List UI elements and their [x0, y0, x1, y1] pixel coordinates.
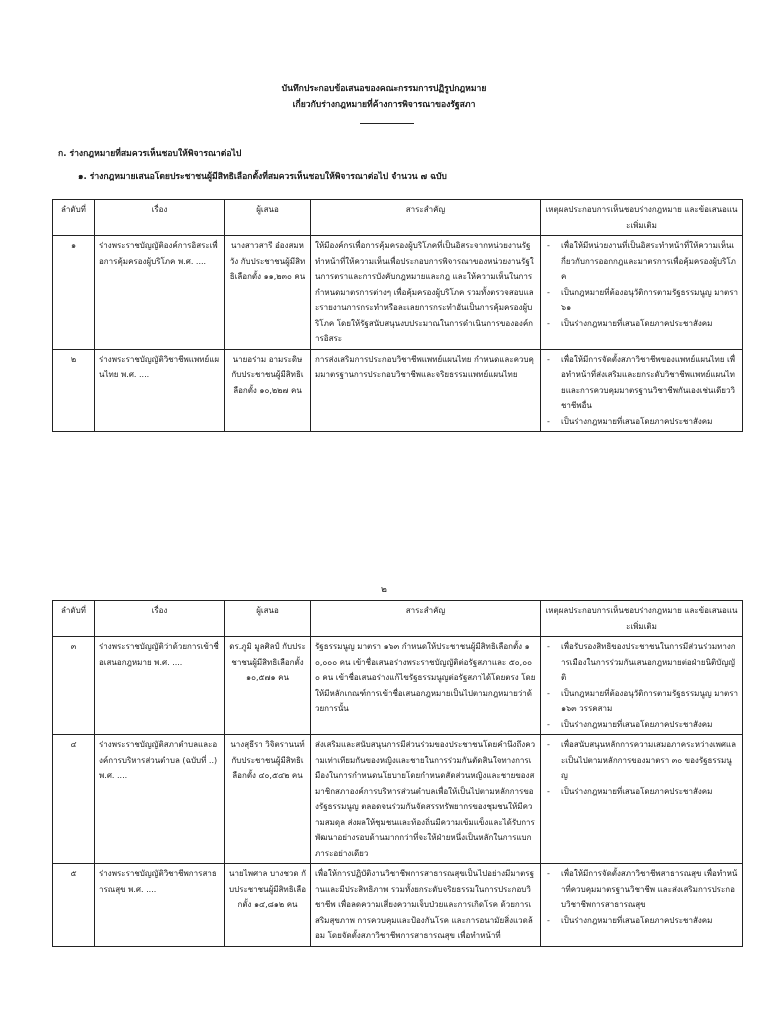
reason-item: - เป็นกฎหมายที่ต้องอนุวัติการตามรัฐธรรมนูญ มาตรา ๑๖๓ วรรคสาม: [545, 686, 738, 717]
row-number: ๑: [53, 236, 95, 350]
reason-item: - เพื่อสนับสนุนหลักการความเสมอภาคระหว่างเพศและเป็นไปตามหลักการของมาตรา ๓๐ ของรัฐธรรมนูญ: [545, 737, 738, 784]
column-header-reasons: เหตุผลประกอบการเห็นชอบร่างกฎหมาย และข้อเสนอแนะเพิ่มเติม: [541, 601, 743, 637]
column-header-reasons: เหตุผลประกอบการเห็นชอบร่างกฎหมาย และข้อเสนอแนะเพิ่มเติม: [541, 200, 743, 236]
row-subject: ร่างพระราชบัญญัติสภาตำบลและองค์การบริหารส่วนตำบล (ฉบับที่ ..) พ.ศ. ....: [95, 735, 225, 864]
row-proposer: ดร.ภูมิ มูลศิลป์ กับประชาชนผู้มีสิทธิเลือกตั้ง ๑๐,๕๗๑ คน: [225, 637, 311, 735]
column-header-proposer: ผู้เสนอ: [225, 200, 311, 236]
document-subtitle: เกี่ยวกับร่างกฎหมายที่ค้างการพิจารณาของรัฐสภา: [292, 100, 476, 110]
table-row: [53, 735, 743, 864]
reason-item: - เพื่อรับรองสิทธิของประชาชนในการมีส่วนร่วมทางการเมืองในการร่วมกันเสนอกฎหมายต่อฝ่ายนิติบัญญัติ: [545, 639, 738, 686]
row-essence: ส่งเสริมและสนับสนุนการมีส่วนร่วมของประชาชนโดยคำนึงถึงความเท่าเทียมกันของหญิงและชายในการร่วมกันตัดสินใจทางการเมืองในการกำหนดนโยบายโดยกำหนดสัดส่วนหญิงและชายของสมาชิกสภาองค์การบริหารส่วนตำบลเพื่อให้เป็นไปตามหลักการของรัฐธรรมนูญ ตลอดจนร่วมกันจัดสรรทรัพยากรของชุมชนให้มีความสมดุล ส่งผลให้ชุมชนและท้องถิ่นมีความเข้มแข็งและได้รับการพัฒนาอย่างรอบด้านมากกว่าที่จะให้ฝ่ายหนึ่งเป็นหลักในการแบกภาระอย่างเดียว: [311, 735, 541, 864]
column-header-essence: สาระสำคัญ: [311, 601, 541, 637]
reason-item: - เพื่อให้มีหน่วยงานที่เป็นอิสระทำหน้าที่ให้ความเห็นเกี่ยวกับการออกกฎและมาตรการเพื่อคุ้มครองผู้บริโภค: [545, 238, 738, 285]
reason-item: - เพื่อให้มีการจัดตั้งสภาวิชาชีพสาธารณสุข เพื่อทำหน้าที่ควบคุมมาตรฐานวิชาชีพ และส่งเสริมการประกอบวิชาชีพการสาธารณสุข: [545, 866, 738, 913]
proposals-table-2: [52, 600, 743, 947]
row-reasons: [541, 735, 743, 864]
table-row: [53, 236, 743, 350]
table-row: [53, 637, 743, 735]
row-subject: ร่างพระราชบัญญัติวิชาชีพการสาธารณสุข พ.ศ. ....: [95, 864, 225, 947]
row-essence: การส่งเสริมการประกอบวิชาชีพแพทย์แผนไทย กำหนดและควบคุมมาตรฐานการประกอบวิชาชีพและจริยธรรมแพทย์แผนไทย: [311, 349, 541, 432]
reason-item: - เป็นร่างกฎหมายที่เสนอโดยภาคประชาสังคม: [545, 717, 738, 733]
column-header-no: ลำดับที่: [53, 601, 95, 637]
row-proposer: นางสุธีรา วิจิตรานนท์ กับประชาชนผู้มีสิทธิเลือกตั้ง ๔๐,๕๔๒ คน: [225, 735, 311, 864]
reason-item: - เป็นร่างกฎหมายที่เสนอโดยภาคประชาสังคม: [545, 913, 738, 929]
reason-item: - เป็นร่างกฎหมายที่เสนอโดยภาคประชาสังคม: [545, 784, 738, 800]
column-header-no: ลำดับที่: [53, 200, 95, 236]
row-subject: ร่างพระราชบัญญัติองค์การอิสระเพื่อการคุ้มครองผู้บริโภค พ.ศ. ....: [95, 236, 225, 350]
row-subject: ร่างพระราชบัญญัติว่าด้วยการเข้าชื่อเสนอกฎหมาย พ.ศ. ....: [95, 637, 225, 735]
table-row: [53, 349, 743, 432]
column-header-subject: เรื่อง: [95, 200, 225, 236]
row-reasons: [541, 864, 743, 947]
page-number: ๒: [381, 585, 387, 595]
proposals-table-1: [52, 199, 743, 432]
row-number: ๓: [53, 637, 95, 735]
table-header-row: [53, 200, 743, 236]
row-number: ๔: [53, 735, 95, 864]
title-underline: [360, 123, 414, 124]
row-essence: รัฐธรรมนูญ มาตรา ๑๖๓ กำหนดให้ประชาชนผู้มีสิทธิเลือกตั้ง ๑๐,๐๐๐ คน เข้าชื่อเสนอร่างพระราชบัญญัติต่อรัฐสภาและ ๕๐,๐๐๐ คน เข้าชื่อเสนอร่างแก้ไขรัฐธรรมนูญต่อรัฐสภาได้โดยตรง โดยให้มีหลักเกณฑ์การเข้าชื่อเสนอกฎหมายเป็นไปตามกฎหมายว่าด้วยการนั้น: [311, 637, 541, 735]
row-number: ๒: [53, 349, 95, 432]
row-proposer: นางสาวสารี อ๋องสมหวัง กับประชาชนผู้มีสิทธิเลือกตั้ง ๑๑,๒๓๐ คน: [225, 236, 311, 350]
document-title: บันทึกประกอบข้อเสนอของคณะกรรมการปฏิรูปกฎหมาย: [281, 84, 487, 94]
row-reasons: [541, 349, 743, 432]
column-header-subject: เรื่อง: [95, 601, 225, 637]
row-reasons: [541, 236, 743, 350]
row-proposer: นายอร่าม อามระดิษ กับประชาชนผู้มีสิทธิเลือกตั้ง ๑๐,๒๒๗ คน: [225, 349, 311, 432]
table-row: [53, 864, 743, 947]
row-reasons: [541, 637, 743, 735]
reason-item: - เป็นร่างกฎหมายที่เสนอโดยภาคประชาสังคม: [545, 414, 738, 430]
table-header-row: [53, 601, 743, 637]
reason-item: - เป็นกฎหมายที่ต้องอนุวัติการตามรัฐธรรมนูญ มาตรา ๖๑: [545, 285, 738, 316]
section-heading: ก. ร่างกฎหมายที่สมควรเห็นชอบให้พิจารณาต่อไป: [58, 149, 242, 159]
column-header-proposer: ผู้เสนอ: [225, 601, 311, 637]
row-proposer: นายไพศาล บางชวด กับประชาชนผู้มีสิทธิเลือกตั้ง ๑๔,๘๑๒ คน: [225, 864, 311, 947]
row-subject: ร่างพระราชบัญญัติวิชาชีพแพทย์แผนไทย พ.ศ. ....: [95, 349, 225, 432]
reason-item: - เพื่อให้มีการจัดตั้งสภาวิชาชีพของแพทย์แผนไทย เพื่อทำหน้าที่ส่งเสริมและยกระดับวิชาชีพแพทย์แผนไทยและการควบคุมมาตรฐานวิชาชีพกันเองเช่นเดียววิชาชีพอื่น: [545, 352, 738, 414]
reason-item: - เป็นร่างกฎหมายที่เสนอโดยภาคประชาสังคม: [545, 316, 738, 332]
row-essence: เพื่อให้การปฏิบัติงานวิชาชีพการสาธารณสุขเป็นไปอย่างมีมาตรฐานและมีประสิทธิภาพ รวมทั้งยกระดับจริยธรรมในการประกอบวิชาชีพ เพื่อลดความเสี่ยงความเจ็บป่วยและการเกิดโรค ด้วยการเสริมสุขภาพ การควบคุมและป้องกันโรค และการอนามัยสิ่งแวดล้อม โดยจัดตั้งสภาวิชาชีพการสาธารณสุข เพื่อทำหน้าที่: [311, 864, 541, 947]
row-essence: ให้มีองค์กรเพื่อการคุ้มครองผู้บริโภคที่เป็นอิสระจากหน่วยงานรัฐ ทำหน้าที่ให้ความเห็นเพื่อประกอบการพิจารณาของหน่วยงานรัฐในการตราและการบังคับกฎหมายและกฎ และให้ความเห็นในการกำหนดมาตรการต่างๆ เพื่อคุ้มครองผู้บริโภค รวมทั้งตรวจสอบและรายงานการกระทำหรือละเลยการกระทำอันเป็นการคุ้มครองผู้บริโภค โดยให้รัฐสนับสนุนงบประมาณในการดำเนินการขององค์การอิสระ: [311, 236, 541, 350]
section-subheading: ๑. ร่างกฎหมายเสนอโดยประชาชนผู้มีสิทธิเลือกตั้งที่สมควรเห็นชอบให้พิจารณาต่อไป จำนวน ๗ ฉบับ: [78, 172, 447, 182]
column-header-essence: สาระสำคัญ: [311, 200, 541, 236]
row-number: ๕: [53, 864, 95, 947]
